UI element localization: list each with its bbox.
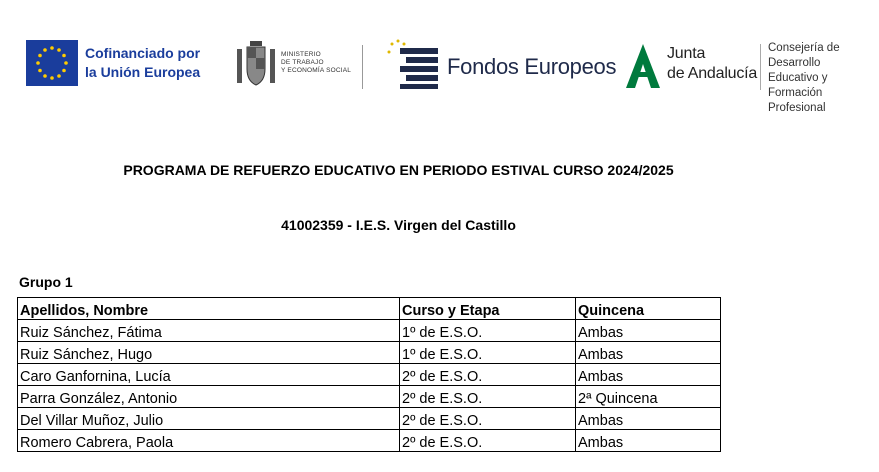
student-fortnight: Ambas <box>576 342 721 364</box>
fondos-europeos-icon <box>386 38 442 90</box>
column-header-fortnight: Quincena <box>576 298 721 320</box>
group-label: Grupo 1 <box>19 274 73 290</box>
student-name: Parra González, Antonio <box>18 386 400 408</box>
table-row <box>18 430 721 452</box>
student-course: 1º de E.S.O. <box>400 320 576 342</box>
student-course: 2º de E.S.O. <box>400 430 576 452</box>
student-name: Ruiz Sánchez, Hugo <box>18 342 400 364</box>
student-fortnight: Ambas <box>576 408 721 430</box>
student-name: Romero Cabrera, Paola <box>18 430 400 452</box>
table-row <box>18 408 721 430</box>
student-course: 2º de E.S.O. <box>400 408 576 430</box>
student-fortnight: 2ª Quincena <box>576 386 721 408</box>
spanish-coat-of-arms-icon <box>236 37 276 91</box>
junta-andalucia-icon <box>624 42 662 90</box>
students-table <box>17 297 721 452</box>
table-row <box>18 364 721 386</box>
column-header-course: Curso y Etapa <box>400 298 576 320</box>
document-title: PROGRAMA DE REFUERZO EDUCATIVO EN PERIODO ESTIVAL CURSO 2024/2025 <box>123 162 674 178</box>
student-fortnight: Ambas <box>576 364 721 386</box>
junta-andalucia-text: Junta de Andalucía <box>667 45 758 82</box>
consejeria-text: Consejería de Desarrollo Educativo y Formación Profesional <box>768 42 840 114</box>
student-name: Ruiz Sánchez, Fátima <box>18 320 400 342</box>
table-row <box>18 342 721 364</box>
fondos-europeos-text: Fondos Europeos <box>447 54 617 79</box>
student-course: 1º de E.S.O. <box>400 342 576 364</box>
student-fortnight: Ambas <box>576 320 721 342</box>
header-logos <box>0 0 879 114</box>
eu-cofinancing-text: Cofinanciado por la Unión Europea <box>85 45 201 80</box>
student-name: Del Villar Muñoz, Julio <box>18 408 400 430</box>
logo-divider <box>760 44 761 90</box>
student-name: Caro Ganfornina, Lucía <box>18 364 400 386</box>
eu-flag-icon <box>26 40 78 86</box>
logo-divider <box>362 45 363 89</box>
table-row <box>18 386 721 408</box>
student-fortnight: Ambas <box>576 430 721 452</box>
school-name: 41002359 - I.E.S. Virgen del Castillo <box>281 217 516 233</box>
table-header-row <box>18 298 721 320</box>
column-header-name: Apellidos, Nombre <box>18 298 400 320</box>
student-course: 2º de E.S.O. <box>400 364 576 386</box>
table-row <box>18 320 721 342</box>
ministry-text: MINISTERIO DE TRABAJO Y ECONOMÍA SOCIAL <box>281 51 352 74</box>
student-course: 2º de E.S.O. <box>400 386 576 408</box>
